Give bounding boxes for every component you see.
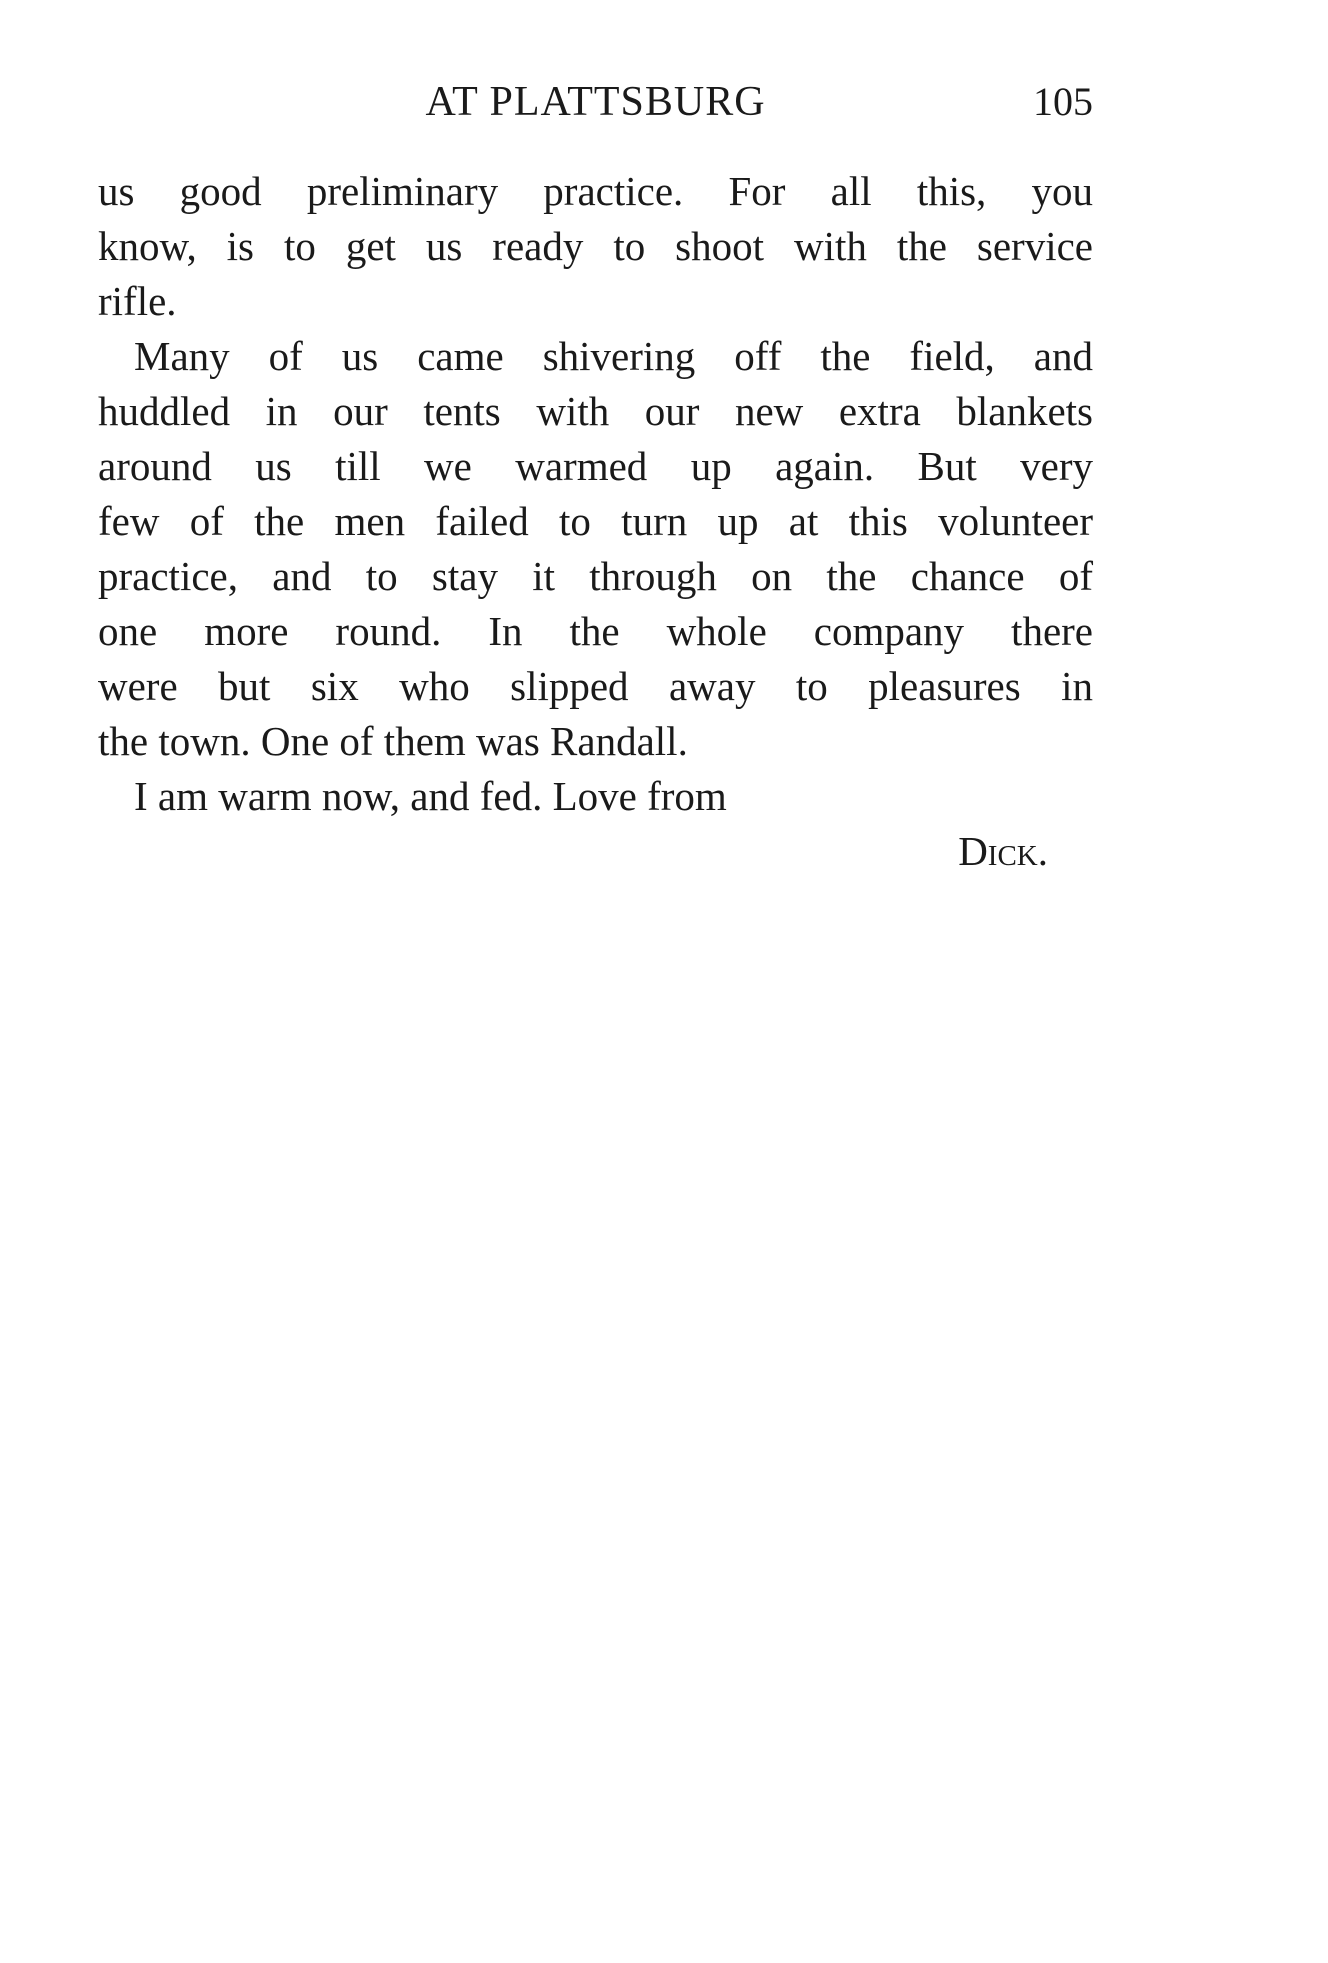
paragraph-3 xyxy=(98,769,1093,824)
text-line: few of the men failed to turn up at this volunteer xyxy=(98,498,1093,544)
text-line: rifle. xyxy=(98,278,177,324)
text-line: one more round. In the whole company there xyxy=(98,608,1093,654)
text-line: Many of us came shivering off the field, and xyxy=(134,333,1093,379)
text-line: know, is to get us ready to shoot with the service xyxy=(98,223,1093,269)
running-title: AT PLATTSBURG xyxy=(425,79,766,125)
body-text xyxy=(98,164,1093,879)
paragraph-2 xyxy=(98,329,1093,769)
signature: Dick. xyxy=(958,828,1048,874)
text-line: huddled in our tents with our new extra blankets xyxy=(98,388,1093,434)
running-head xyxy=(98,72,1093,132)
page-number: 105 xyxy=(1033,79,1093,124)
text-line: I am warm now, and fed. Love from xyxy=(134,773,727,819)
paragraph-1 xyxy=(98,164,1093,329)
text-line: around us till we warmed up again. But very xyxy=(98,443,1093,489)
text-line: us good preliminary practice. For all this, you xyxy=(98,168,1093,214)
text-line: were but six who slipped away to pleasures in xyxy=(98,663,1093,709)
text-line: the town. One of them was Randall. xyxy=(98,718,688,764)
text-line: practice, and to stay it through on the chance of xyxy=(98,553,1093,599)
